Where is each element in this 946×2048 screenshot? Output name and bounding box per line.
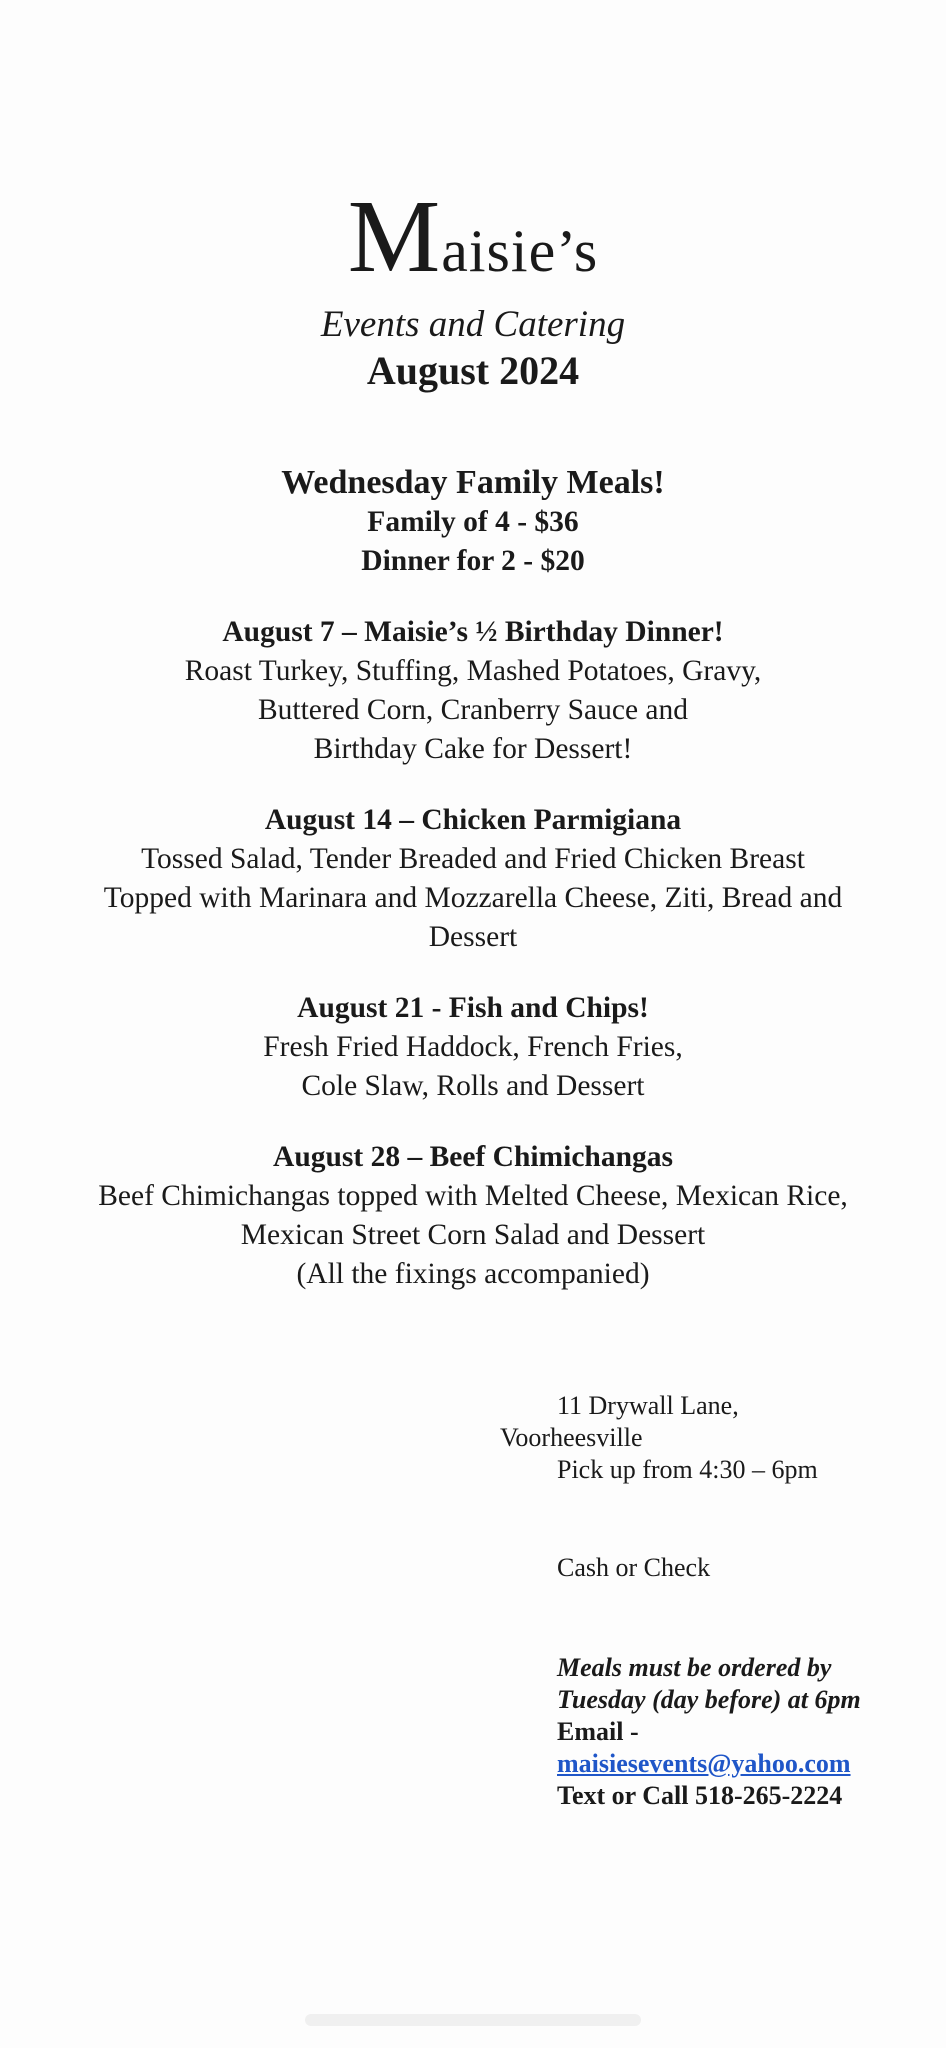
meal-description-line: Beef Chimichangas topped with Melted Cheese, Mexican Rice, <box>98 1180 848 1212</box>
home-indicator[interactable] <box>305 2014 641 2026</box>
meal-description-line: Mexican Street Corn Salad and Dessert <box>240 1219 706 1251</box>
meal-description-line: Dessert <box>428 921 518 953</box>
meal-title: August 28 – Beef Chimichangas <box>273 1141 673 1173</box>
order-deadline-line-2: Tuesday (day before) at 6pm <box>557 1685 861 1714</box>
month-title: August 2024 <box>366 348 580 393</box>
price-dinner-for-2: Dinner for 2 - $20 <box>361 545 585 577</box>
address-line-1: 11 Drywall Lane, <box>557 1391 739 1420</box>
email-link[interactable]: maisiesevents@yahoo.com <box>557 1749 851 1778</box>
meal-description-line: Cole Slaw, Rolls and Dessert <box>301 1070 645 1102</box>
specials-headline: Wednesday Family Meals! <box>281 464 665 501</box>
meal-title: August 7 – Maisie’s ½ Birthday Dinner! <box>222 616 724 648</box>
brand-name-rest: aisie’s <box>441 218 599 284</box>
phone-contact: Text or Call 518-265-2224 <box>557 1781 843 1810</box>
pickup-time: Pick up from 4:30 – 6pm <box>557 1455 818 1484</box>
pickup-info <box>500 1390 920 1812</box>
payment-methods: Cash or Check <box>557 1553 711 1582</box>
meal-description-line: Fresh Fried Haddock, French Fries, <box>263 1031 683 1063</box>
tagline: Events and Catering <box>320 304 626 345</box>
email-link-wrapper <box>500 1748 920 1780</box>
price-family-of-4: Family of 4 - $36 <box>367 506 579 538</box>
meal-description-line: Buttered Corn, Cranberry Sauce and <box>257 694 689 726</box>
meal-title: August 14 – Chicken Parmigiana <box>264 804 682 836</box>
email-label: Email - <box>557 1717 639 1746</box>
meal-description-line: (All the fixings accompanied) <box>296 1258 650 1290</box>
meal-description-line: Birthday Cake for Dessert! <box>313 733 633 765</box>
brand-initial: M <box>347 179 442 294</box>
address-line-2: Voorheesville <box>500 1423 643 1452</box>
meal-description-line: Topped with Marinara and Mozzarella Cheese, Ziti, Bread and <box>103 882 843 914</box>
menu-section <box>0 462 946 1294</box>
brand-logo <box>0 179 946 294</box>
meal-title: August 21 - Fish and Chips! <box>297 992 649 1024</box>
order-deadline-line-1: Meals must be ordered by <box>557 1653 832 1682</box>
meal-description-line: Tossed Salad, Tender Breaded and Fried Chicken Breast <box>141 843 805 875</box>
meal-description-line: Roast Turkey, Stuffing, Mashed Potatoes, Gravy, <box>184 655 762 687</box>
